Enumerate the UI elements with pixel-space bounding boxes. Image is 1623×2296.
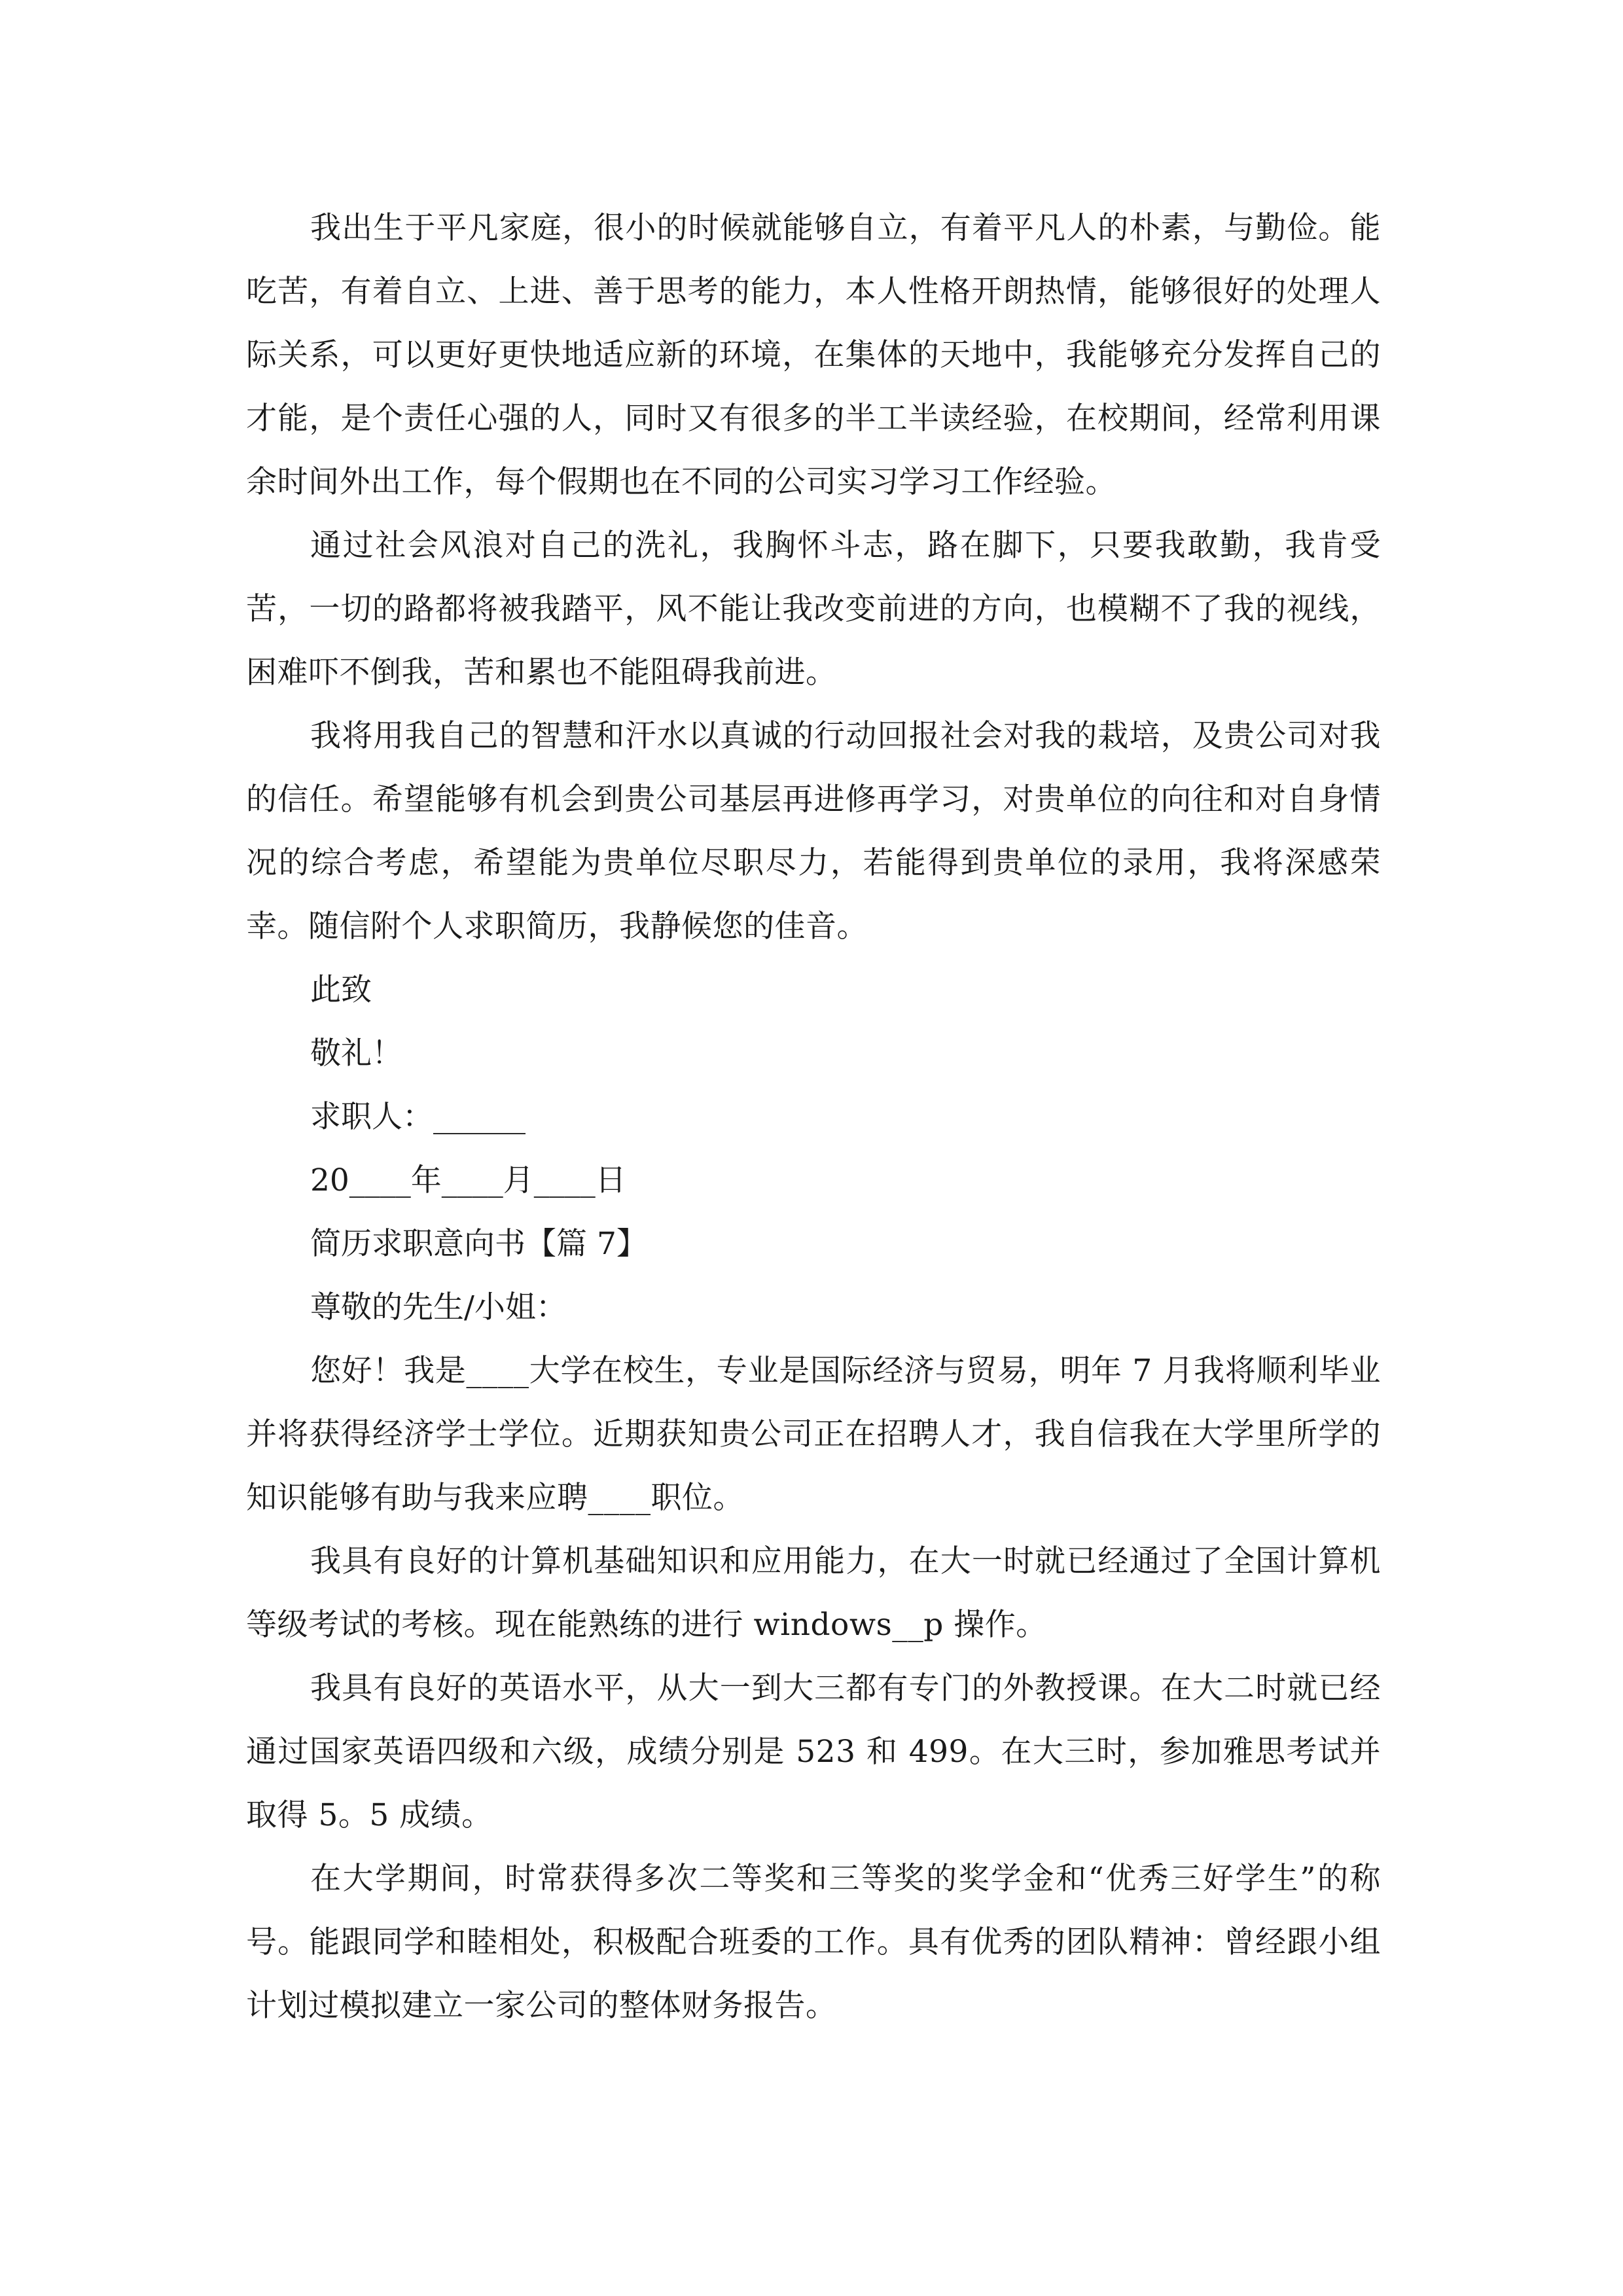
paragraph-background: 我出生于平凡家庭，很小的时候就能够自立，有着平凡人的朴素，与勤俭。能吃苦，有着自立、上进、善于思考的能力，本人性格开朗热情，能够很好的处理人际关系，可以更好更快地适应新的环境，在集体的天地中，我能够充分发挥自己的才能，是个责任心强的人，同时又有很多的半工半读经验，在校期间，经常利用课余时间外出工作，每个假期也在不同的公司实习学习工作经验。	[246, 210, 1381, 500]
section-title: 简历求职意向书【篇 7】	[310, 1226, 647, 1262]
paragraph-determination: 通过社会风浪对自己的洗礼，我胸怀斗志，路在脚下，只要我敢勤，我肯受苦，一切的路都将被我踏平，风不能让我改变前进的方向，也模糊不了我的视线，困难吓不倒我，苦和累也不能阻碍我前进。	[246, 528, 1381, 691]
paragraph-english-skills: 我具有良好的英语水平，从大一到大三都有专门的外教授课。在大二时就已经通过国家英语四级和六级，成绩分别是 523 和 499。在大三时，参加雅思考试并取得 5。5 成绩。	[246, 1670, 1381, 1833]
document-page	[246, 196, 1381, 2037]
date-line: 20____年____月____日	[310, 1162, 626, 1198]
paragraph-computer-skills: 我具有良好的计算机基础知识和应用能力，在大一时就已经通过了全国计算机等级考试的考核。现在能熟练的进行 windows__p 操作。	[246, 1543, 1381, 1643]
closing-salute: 敬礼！	[310, 1035, 402, 1071]
paragraph-introduction: 您好！我是____大学在校生，专业是国际经济与贸易，明年 7 月我将顺利毕业并将获得经济学士学位。近期获知贵公司正在招聘人才，我自信我在大学里所学的知识能够有助与我来应聘____职位。	[246, 1353, 1381, 1516]
closing-phrase: 此致	[310, 972, 372, 1008]
salutation: 尊敬的先生/小姐：	[310, 1289, 567, 1325]
paragraph-awards: 在大学期间，时常获得多次二等奖和三等奖的奖学金和“优秀三好学生”的称号。能跟同学和睦相处，积极配合班委的工作。具有优秀的团队精神：曾经跟小组计划过模拟建立一家公司的整体财务报告。	[246, 1861, 1381, 2024]
signature-line: 求职人：______	[310, 1099, 526, 1135]
paragraph-closing-request: 我将用我自己的智慧和汗水以真诚的行动回报社会对我的栽培，及贵公司对我的信任。希望能够有机会到贵公司基层再进修再学习，对贵单位的向往和对自身情况的综合考虑，希望能为贵单位尽职尽力，若能得到贵单位的录用，我将深感荣幸。随信附个人求职简历，我静候您的佳音。	[246, 718, 1381, 944]
